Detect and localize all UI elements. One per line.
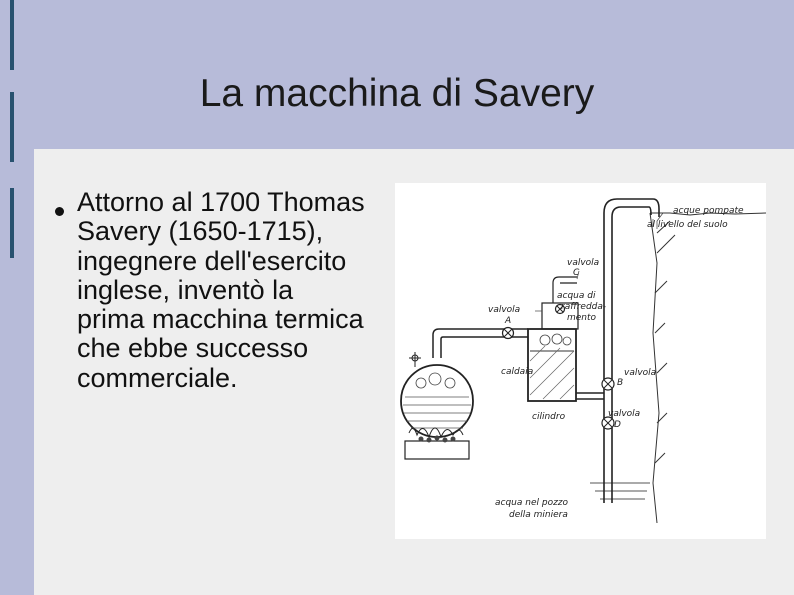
label-valvola-d-1: valvola: [608, 409, 641, 419]
label-caldaia: caldaia: [501, 367, 534, 377]
label-acqua-pozzo-1: acqua nel pozzo: [495, 498, 569, 508]
mine-shaft-wall: [650, 213, 766, 523]
label-acque-pompate-2: al livello del suolo: [647, 220, 728, 230]
diagram-drawing: [395, 183, 766, 539]
label-acqua-raffr-2: raffredda-: [561, 302, 607, 312]
label-valvola-c-1: valvola: [567, 258, 600, 268]
rising-pipe: [604, 199, 659, 503]
label-acqua-raffr-1: acqua di: [557, 291, 596, 301]
label-acque-pompate-1: acque pompate: [673, 206, 744, 216]
boiler: [401, 352, 473, 437]
accent-bar-bottom: [10, 188, 14, 258]
bullet-text: Attorno al 1700 Thomas Savery (1650-1715), ingegnere dell'esercito inglese, inventò la prima macchina termica che ebbe successo commerciale.: [77, 187, 365, 393]
label-valvola-b-2: B: [617, 378, 624, 388]
label-acqua-pozzo-2: della miniera: [509, 510, 568, 520]
well-water: [590, 483, 650, 499]
label-valvola-a-1: valvola: [488, 305, 521, 315]
savery-engine-diagram: [395, 183, 766, 539]
accent-bar-top: [10, 0, 14, 70]
label-acqua-raffr-3: mento: [567, 313, 597, 323]
label-valvola-a-2: A: [505, 316, 512, 326]
bullet-dot: [55, 207, 64, 216]
label-valvola-b-1: valvola: [624, 368, 657, 378]
cylinder: [528, 329, 576, 401]
slide-title: La macchina di Savery: [199, 72, 595, 115]
label-valvola-c-2: C: [573, 268, 580, 278]
label-cilindro: cilindro: [532, 412, 566, 422]
label-valvola-d-2: D: [614, 420, 621, 430]
connection-pipes: [576, 393, 604, 399]
